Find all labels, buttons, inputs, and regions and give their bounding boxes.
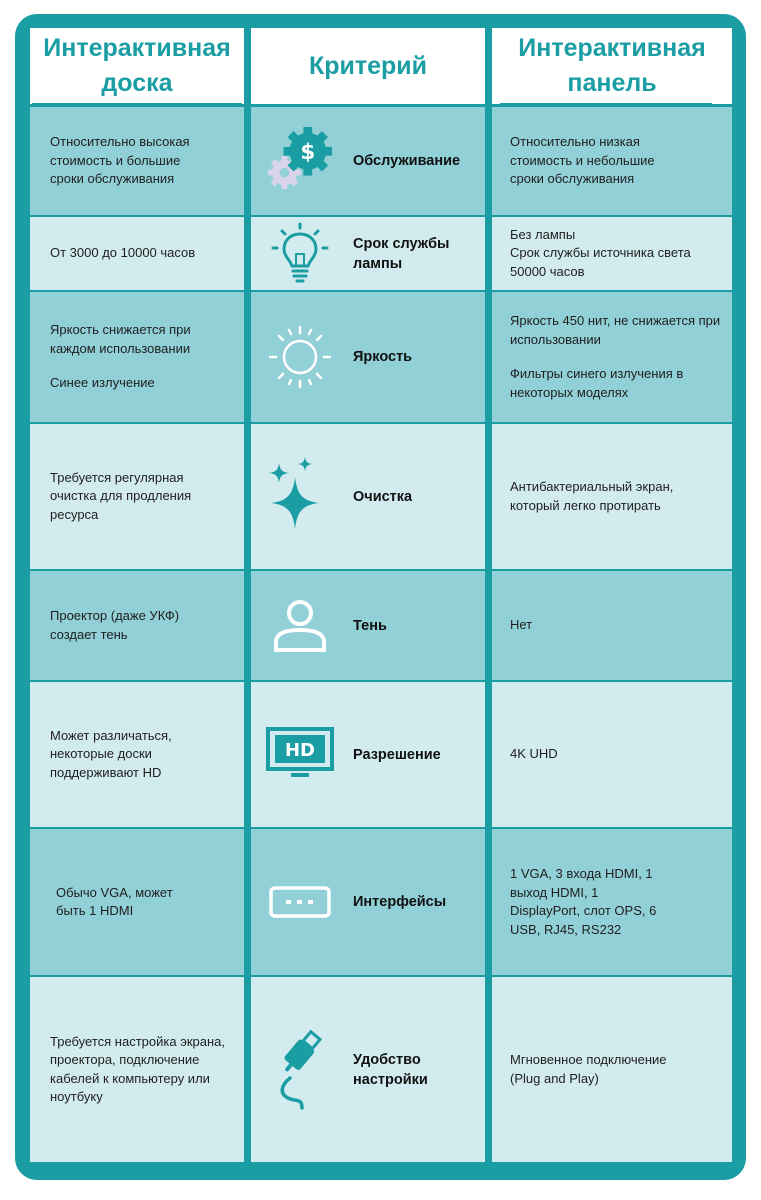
row-resolution-criterion bbox=[251, 682, 485, 827]
row-interfaces-criterion bbox=[251, 829, 485, 975]
svg-text:$: $ bbox=[300, 140, 316, 166]
row-lamp-right bbox=[492, 217, 732, 290]
row-brightness-criterion bbox=[251, 292, 485, 422]
cell-text: Может различаться, некоторые доски поддерживают HD bbox=[50, 727, 172, 780]
cell-text: От 3000 до 10000 часов bbox=[50, 245, 196, 261]
header-left-label: Интерактивная доска bbox=[43, 34, 231, 97]
cell-text: Мгновенное подключение (Plug and Play) bbox=[510, 1052, 667, 1086]
row-lamp-criterion bbox=[251, 217, 485, 290]
row-resolution-left bbox=[30, 682, 244, 827]
criterion-label: Обслуживание bbox=[353, 153, 461, 169]
cell-text bbox=[510, 312, 730, 402]
cell-text bbox=[510, 226, 710, 282]
hd-monitor-icon bbox=[265, 720, 335, 790]
cell-text: Нет bbox=[510, 617, 533, 633]
header-middle-label: Критерий bbox=[308, 51, 428, 80]
row-cleaning-criterion bbox=[251, 424, 485, 569]
cell-text: Требуется настройка экрана, проектора, подключение кабелей к компьютеру или ноутбуку bbox=[50, 1033, 225, 1104]
criterion-label: Тень bbox=[353, 617, 387, 634]
sparkle-icon bbox=[265, 462, 335, 532]
cell-paragraph: Яркость снижается при каждом использовании bbox=[50, 322, 191, 356]
port-icon bbox=[265, 867, 335, 937]
row-setup-left bbox=[30, 977, 244, 1162]
row-maintenance-left bbox=[30, 107, 244, 215]
criterion-label: Интерфейсы bbox=[353, 894, 447, 910]
cell-text: Относительно высокая стоимость и большие сроки обслуживания bbox=[50, 134, 190, 187]
cell-text: 1 VGA, 3 входа HDMI, 1 выход HDMI, 1 DisplayPort, слот OPS, 6 USB, RJ45, RS232 bbox=[510, 866, 657, 937]
cell-line: Срок службы источника света 50000 часов bbox=[510, 245, 691, 279]
row-shadow-left bbox=[30, 571, 244, 680]
header-interactive-board bbox=[30, 28, 244, 104]
criterion-label: Разрешение bbox=[353, 746, 441, 763]
row-shadow-criterion bbox=[251, 571, 485, 680]
row-lamp-left bbox=[30, 217, 244, 290]
cell-text: Обычо VGA, может быть 1 HDMI bbox=[56, 884, 173, 918]
person-icon bbox=[265, 591, 335, 661]
sun-icon bbox=[265, 322, 335, 392]
row-setup-right bbox=[492, 977, 732, 1162]
cell-paragraph: Фильтры синего излучения в некоторых моделях bbox=[510, 366, 684, 400]
header-right-label: Интерактивная панель bbox=[518, 34, 706, 97]
row-maintenance-right bbox=[492, 107, 732, 215]
row-maintenance-criterion bbox=[251, 107, 485, 215]
row-cleaning-right bbox=[492, 424, 732, 569]
row-setup-criterion bbox=[251, 977, 485, 1162]
cell-text: Антибактериальный экран, который легко протирать bbox=[510, 479, 674, 513]
header-criterion bbox=[251, 28, 485, 104]
row-brightness-left bbox=[30, 292, 244, 422]
criterion-label: Очистка bbox=[353, 488, 413, 505]
cell-text: Относительно низкая стоимость и небольшие сроки обслуживания bbox=[510, 134, 655, 187]
cell-text: 4K UHD bbox=[510, 746, 558, 762]
cell-paragraph: Синее излучение bbox=[50, 375, 155, 391]
cell-text: Требуется регулярная очистка для продления ресурса bbox=[50, 469, 192, 522]
row-interfaces-right bbox=[492, 829, 732, 975]
criterion-label: Срок службы лампы bbox=[353, 235, 450, 272]
cell-paragraph: Яркость 450 нит, не снижается при использовании bbox=[510, 313, 721, 347]
gear-dollar-icon bbox=[265, 126, 335, 196]
row-cleaning-left bbox=[30, 424, 244, 569]
hd-label: HD bbox=[284, 739, 315, 761]
usb-cable-icon bbox=[265, 1030, 335, 1110]
row-interfaces-left bbox=[30, 829, 244, 975]
cell-text bbox=[50, 321, 210, 393]
criterion-label: Удобство настройки bbox=[353, 1051, 428, 1088]
header-interactive-panel bbox=[492, 28, 732, 104]
criterion-label: Яркость bbox=[353, 349, 413, 365]
row-shadow-right bbox=[492, 571, 732, 680]
lightbulb-icon bbox=[265, 219, 335, 289]
row-brightness-right bbox=[492, 292, 732, 422]
row-resolution-right bbox=[492, 682, 732, 827]
cell-line: Без лампы bbox=[510, 226, 576, 242]
cell-text: Проектор (даже УКФ) создает тень bbox=[50, 608, 180, 642]
